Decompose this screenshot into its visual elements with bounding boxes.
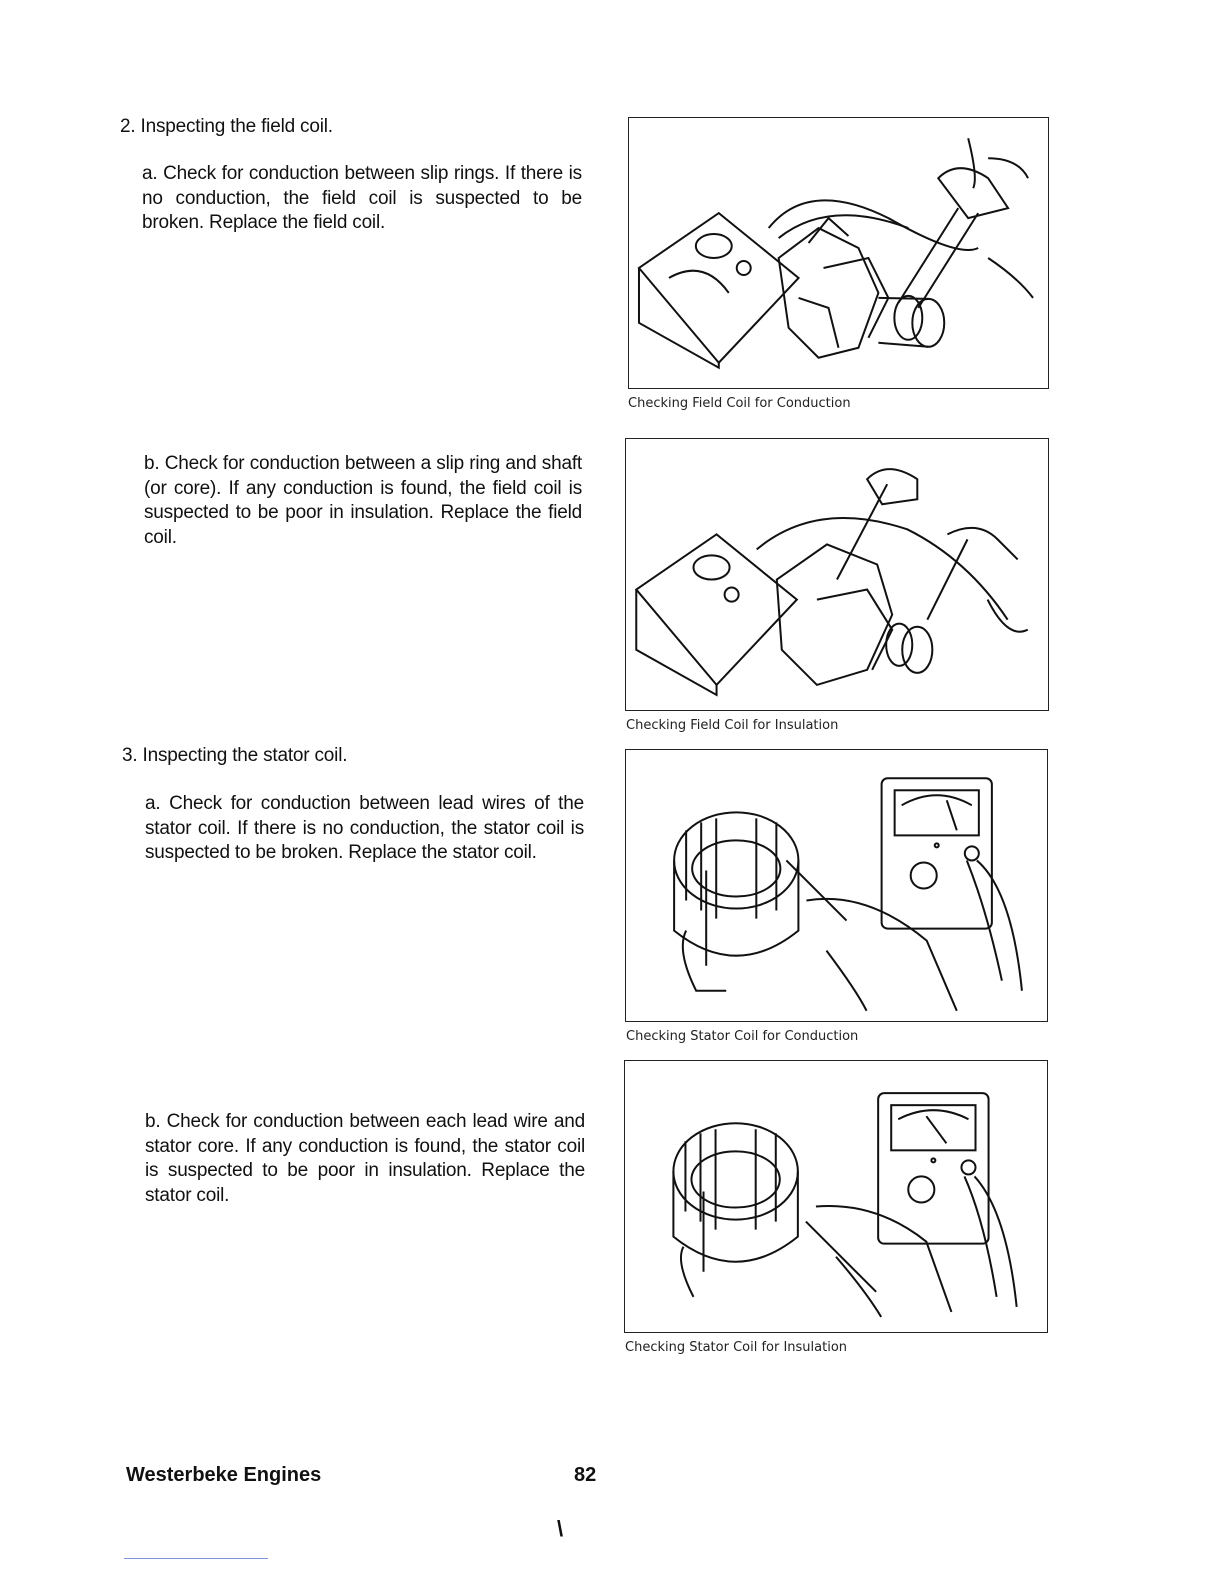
caption-stator-coil-insulation: Checking Stator Coil for Insulation	[625, 1340, 848, 1355]
page-number: 82	[574, 1464, 597, 1486]
illustration-stator-multimeter-insulation	[625, 1061, 1047, 1332]
footer-brand: Westerbeke Engines	[126, 1464, 322, 1486]
section-heading-stator-coil: 3. Inspecting the stator coil.	[122, 745, 348, 766]
caption-stator-coil-conduction: Checking Stator Coil for Conduction	[626, 1029, 859, 1044]
illustration-stator-multimeter-conduction	[626, 750, 1047, 1021]
illustration-rotor-multimeter-conduction	[629, 118, 1048, 388]
footer-mark: \	[557, 1516, 564, 1541]
footer-underline	[124, 1558, 268, 1559]
step-text-field-coil-conduction: a. Check for conduction between slip rings. If there is no conduction, the field coil is suspected to be broken. Replace the field coil.	[142, 163, 582, 233]
caption-field-coil-insulation: Checking Field Coil for Insulation	[626, 718, 839, 733]
figure-field-coil-insulation	[625, 438, 1049, 711]
figure-field-coil-conduction	[628, 117, 1049, 389]
step-text-stator-coil-conduction: a. Check for conduction between lead wires of the stator coil. If there is no conduction, the stator coil is suspected to be broken. Replace the stator coil.	[145, 793, 584, 863]
illustration-rotor-multimeter-insulation	[626, 439, 1048, 710]
step-text-field-coil-insulation: b. Check for conduction between a slip ring and shaft (or core). If any conduction is found, the field coil is suspected to be poor in insulation. Replace the field coil.	[144, 453, 582, 548]
figure-stator-coil-insulation	[624, 1060, 1048, 1333]
figure-stator-coil-conduction	[625, 749, 1048, 1022]
caption-field-coil-conduction: Checking Field Coil for Conduction	[628, 396, 851, 411]
step-text-stator-coil-insulation: b. Check for conduction between each lead wire and stator core. If any conduction is found, the stator coil is suspected to be poor in insulation. Replace the stator coil.	[145, 1111, 585, 1206]
section-heading-field-coil: 2. Inspecting the field coil.	[120, 116, 333, 137]
